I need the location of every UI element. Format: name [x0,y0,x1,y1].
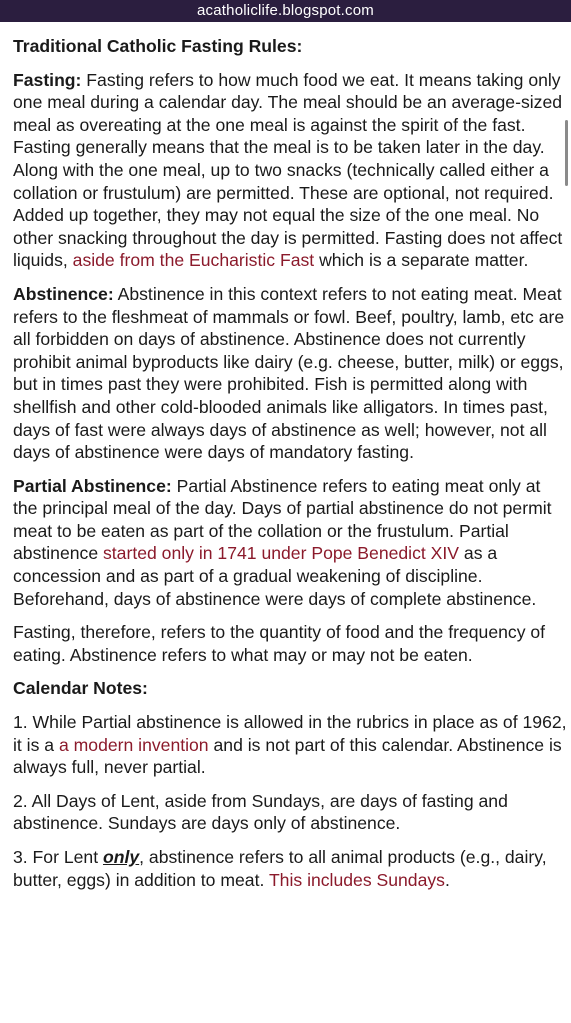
benedict-xiv-link[interactable]: started only in 1741 under Pope Benedict XIV [103,543,460,564]
note-3-text-2: , abstinence refers to all animal products (e.g., dairy, butter, eggs) in addition to meat. [13,847,547,890]
note-3-text-3: . [444,869,450,890]
note-1 [13,711,569,779]
eucharistic-fast-link[interactable]: aside from the Eucharistic Fast [72,250,315,271]
note-3-emphasis: only [102,847,140,867]
calendar-notes-heading: Calendar Notes: [13,678,148,699]
note-2: 2. All Days of Lent, aside from Sundays, are days of fasting and abstinence. Sundays are days only of abstinence. [13,790,508,834]
partial-text-2: as a concession and as part of a gradual weakening of discipline. Beforehand, days of abstinence were days of complete abstinence. [13,543,537,609]
note-3-text-1: 3. For Lent [13,847,103,867]
note-3 [13,846,569,891]
fasting-paragraph [13,69,569,272]
partial-abstinence-term: Partial Abstinence: [13,475,172,496]
scrollbar-thumb[interactable] [565,120,568,186]
summary-paragraph: Fasting, therefore, refers to the quantity of food and the frequency of eating. Abstinence refers to what may or may not be eaten. [13,622,546,665]
note-1-text-2: and is not part of this calendar. Abstinence is always full, never partial. [13,734,562,778]
url-text: acatholiclife.blogspot.com [197,2,374,19]
includes-sundays-link[interactable]: This includes Sundays [268,869,445,890]
article-body [13,35,569,902]
partial-abstinence-paragraph [13,475,569,611]
fasting-term: Fasting: [13,69,82,90]
page-title: Traditional Catholic Fasting Rules: [13,36,303,56]
partial-text-1: Partial Abstinence refers to eating meat only at the principal meal of the day. Days of partial abstinence do not permit meat to be eaten as part of the collation or the frustulum. Partial abstinence [13,475,552,564]
fasting-text-2: which is a separate matter. [314,250,529,271]
modern-invention-link[interactable]: a modern invention [58,734,209,755]
url-bar[interactable] [0,0,571,22]
fasting-text-1: Fasting refers to how much food we eat. It means taking only one meal during a calendar day. The meal should be an average-sized meal as overeating at the one meal is against the spirit of the fast. Fasting generally means that the meal is to be taken later in the day. Along with the one meal, up to two snacks (technically called either a collation or frustulum) are permitted. These are optional, not required. Added up together, they may not equal the size of the one meal. No other snacking throughout the day is permitted. Fasting does not affect liquids, [13,69,563,271]
abstinence-text: Abstinence in this context refers to not eating meat. Meat refers to the fleshmeat of mammals or fowl. Beef, poultry, lamb, etc are all forbidden on days of abstinence. Abstinence does not currently prohibit animal byproducts like dairy (e.g. cheese, butter, milk) or eggs, but in times past they were prohibited. Fish is permitted along with shellfish and other cold-blooded animals like alligators. In times past, days of fast were always days of abstinence as well; however, not all days of abstinence were days of mandatory fasting. [13,283,565,463]
abstinence-term: Abstinence: [13,283,114,304]
note-1-text-1: 1. While Partial abstinence is allowed in the rubrics in place as of 1962, it is a [13,712,567,755]
abstinence-paragraph [13,283,569,464]
